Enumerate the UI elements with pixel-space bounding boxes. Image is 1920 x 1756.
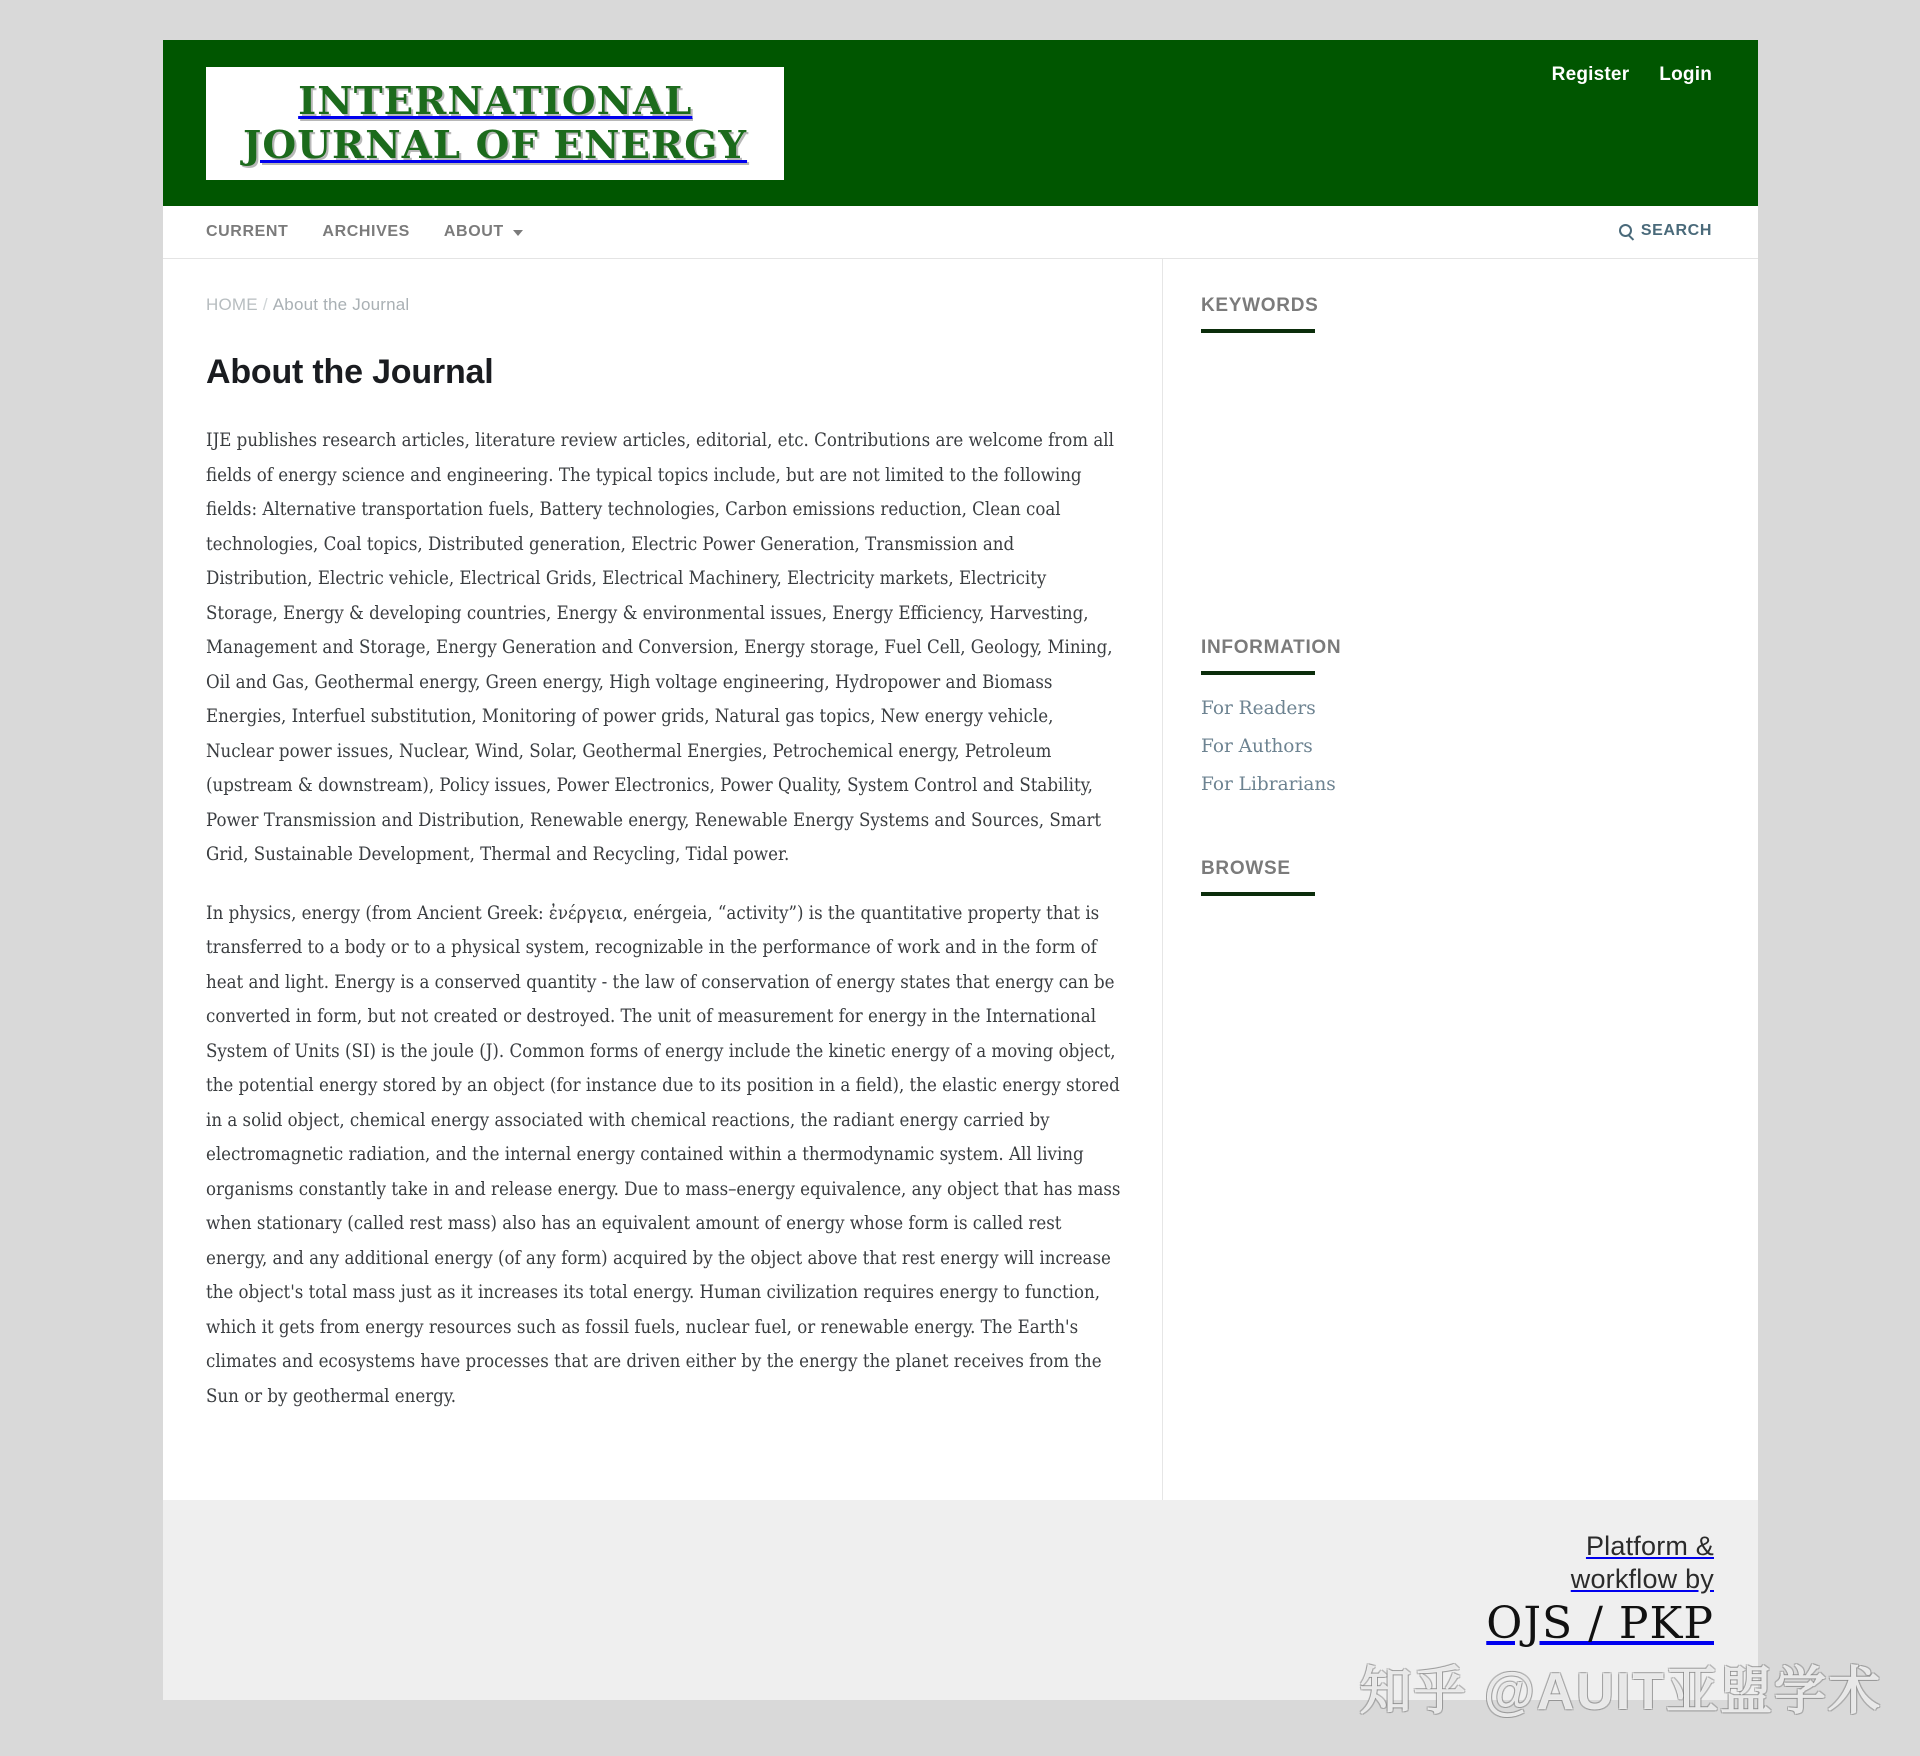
journal-logo[interactable] [206, 67, 784, 180]
watermark: 知乎 @AUIT亚盟学术 [1359, 1663, 1882, 1721]
sidebar-block-information [1201, 637, 1713, 798]
keywords-list [1201, 347, 1713, 577]
site-masthead [163, 40, 1758, 206]
search-button[interactable] [1619, 222, 1712, 240]
sidebar-block-browse [1201, 858, 1713, 950]
link-for-librarians[interactable]: For Librarians [1201, 773, 1336, 795]
breadcrumb-current: About the Journal [272, 295, 410, 314]
register-link[interactable]: Register [1551, 64, 1630, 85]
search-label: SEARCH [1640, 222, 1712, 239]
journal-page [163, 40, 1758, 1700]
information-links [1201, 689, 1713, 798]
login-link[interactable]: Login [1659, 64, 1712, 85]
nav-item-archives[interactable] [322, 223, 427, 241]
site-footer [163, 1500, 1758, 1700]
journal-logo-line-2: JOURNAL OF ENERGY [242, 121, 747, 167]
sidebar-block-keywords [1201, 295, 1713, 577]
pkp-platform-line-2: workflow by [1570, 1564, 1714, 1594]
browse-heading: BROWSE [1201, 858, 1291, 880]
browse-rule [1201, 892, 1315, 896]
pkp-brand-link[interactable] [1486, 1530, 1714, 1650]
keywords-rule [1201, 329, 1315, 333]
nav-item-current-label: CURRENT [206, 223, 289, 240]
page-body [163, 259, 1758, 1500]
nav-item-about[interactable] [444, 223, 541, 241]
breadcrumb-separator: / [262, 295, 268, 314]
main-content [163, 259, 1163, 1500]
primary-nav-items [206, 223, 557, 241]
about-paragraph-1: IJE publishes research articles, literature review articles, editorial, etc. Contributions are welcome from all fields of energy science and engineering. The typical topics include, but are not limited to the following fields: Alternative transportation fuels, Battery technologies, Carbon emissions reduction, Clean coal technologies, Coal topics, Distributed generation, Electric Power Generation, Transmission and Distribution, Electric vehicle, Electrical Grids, Electrical Machinery, Electricity markets, Electricity Storage, Energy & developing countries, Energy & environmental issues, Energy Efficiency, Harvesting, Management and Storage, Energy Generation and Conversion, Energy storage, Fuel Cell, Geology, Mining, Oil and Gas, Geothermal energy, Green energy, High voltage engineering, Hydropower and Biomass Energies, Interfuel substitution, Monitoring of power grids, Natural gas topics, New energy vehicle, Nuclear power issues, Nuclear, Wind, Solar, Geothermal Energies, Petrochemical energy, Petroleum (upstream & downstream), Policy issues, Power Electronics, Power Quality, System Control and Stability, Power Transmission and Distribution, Renewable energy, Renewable Energy Systems and Sources, Smart Grid, Sustainable Development, Thermal and Recycling, Tidal power. [206, 430, 1114, 865]
journal-logo-line-1: INTERNATIONAL [297, 77, 693, 123]
browse-list [1201, 910, 1713, 950]
primary-navigation [163, 206, 1758, 259]
breadcrumb-home-link[interactable]: HOME [206, 295, 258, 314]
page-title: About the Journal [206, 353, 494, 391]
nav-item-current[interactable] [206, 223, 306, 241]
information-rule [1201, 671, 1315, 675]
pkp-platform-line-1: Platform & [1585, 1531, 1714, 1561]
nav-item-archives-label: ARCHIVES [322, 223, 410, 240]
link-for-authors[interactable]: For Authors [1201, 735, 1313, 757]
sidebar [1163, 259, 1757, 1500]
nav-item-about-label: ABOUT [443, 223, 504, 240]
ojs-pkp-logo: OJS / PKP [1486, 1598, 1714, 1649]
user-navigation [1552, 64, 1712, 86]
chevron-down-icon [513, 230, 523, 236]
link-for-readers[interactable]: For Readers [1201, 698, 1316, 719]
nav-right-group [1619, 222, 1712, 242]
about-paragraph-2: In physics, energy (from Ancient Greek: ἐνέργεια, enérgeia, “activity”) is the quantitative property that is transferred to a body or to a physical system, recognizable in the performance of work and in the form of heat and light. Energy is a conserved quantity - the law of conservation of energy states that energy can be converted in form, but not created or destroyed. The unit of measurement for energy in the International System of Units (SI) is the joule (J). Common forms of energy include the kinetic energy of a moving object, the potential energy stored by an object (for instance due to its position in a field), the elastic energy stored in a solid object, chemical energy associated with chemical reactions, the radiant energy carried by electromagnetic radiation, and the internal energy contained within a thermodynamic system. All living organisms constantly take in and release energy. Due to mass–energy equivalence, any object that has mass when stationary (called rest mass) also has an equivalent amount of energy whose form is called rest energy, and any additional energy (of any form) acquired by the object above that rest energy will increase the object's total mass just as it increases its total energy. Human civilization requires energy to function, which it gets from energy resources such as fossil fuels, nuclear fuel, or renewable energy. The Earth's climates and ecosystems have processes that are driven either by the energy the planet receives from the Sun or by geothermal energy. [206, 902, 1121, 1407]
search-icon [1619, 224, 1632, 237]
information-heading: INFORMATION [1201, 637, 1342, 658]
breadcrumb [206, 295, 1122, 315]
keywords-heading: KEYWORDS [1201, 295, 1319, 316]
